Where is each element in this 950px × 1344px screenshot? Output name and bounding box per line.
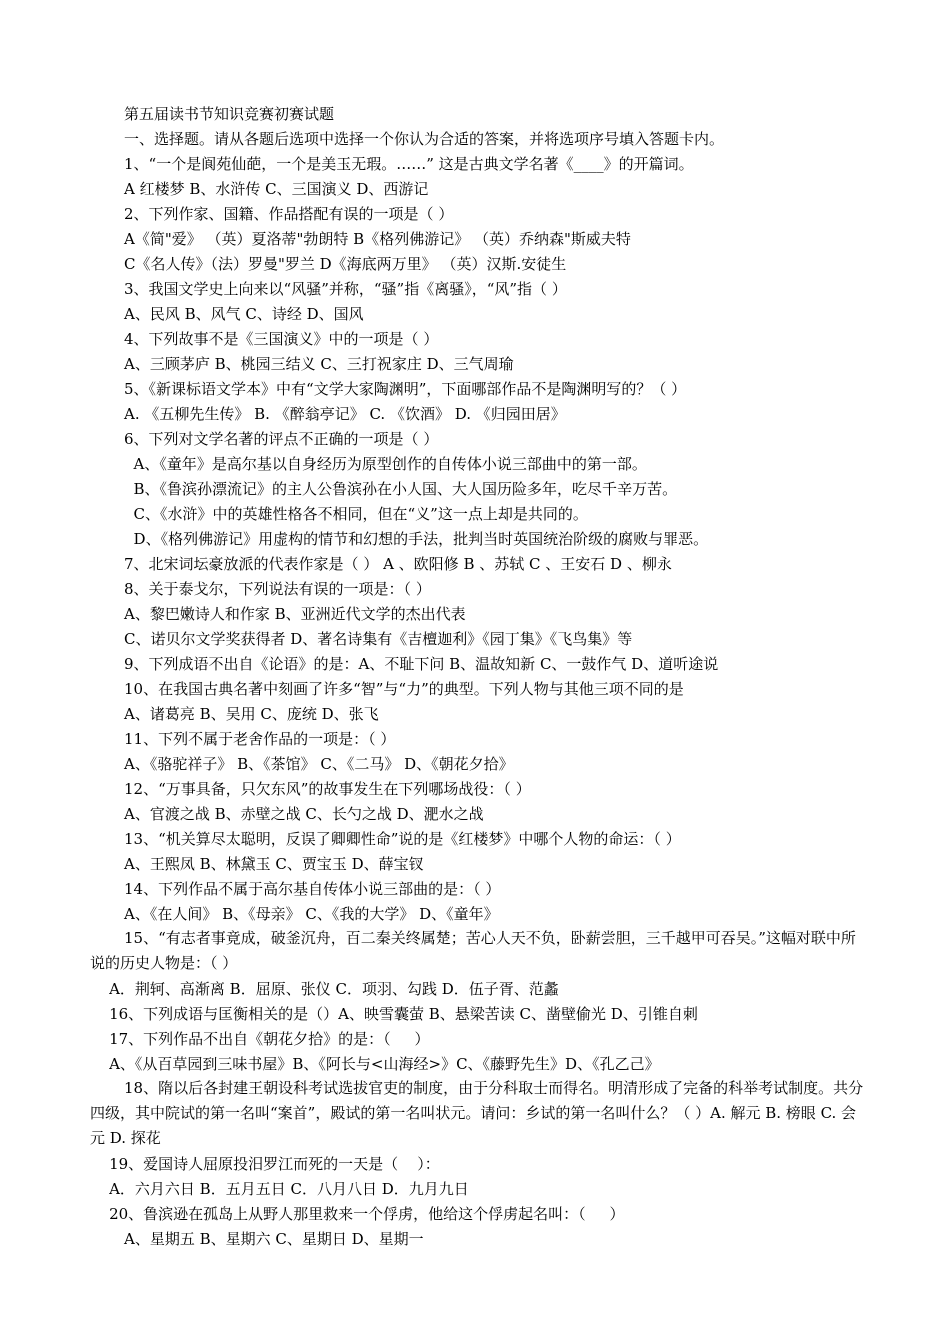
question-13: 13、“机关算尽太聪明，反误了卿卿性命”说的是《红楼梦》中哪个人物的命运：（ ） xyxy=(124,830,681,848)
question-6-option-c: C、《水浒》中的英雄性格各不相同，但在“义”这一点上却是共同的。 xyxy=(124,505,588,523)
question-20: 20、鲁滨逊在孤岛上从野人那里救来一个俘虏，他给这个俘虏起名叫：（ ） xyxy=(90,1205,625,1223)
question-10: 10、在我国古典名著中刻画了许多“智”与“力”的典型。下列人物与其他三项不同的是 xyxy=(124,680,684,698)
question-2-options-cd: C《名人传》（法）罗曼"罗兰 D《海底两万里》 （英）汉斯.安徒生 xyxy=(124,255,567,273)
question-6-option-b: B、《鲁滨孙漂流记》的主人公鲁滨孙在小人国、大人国历险多年，吃尽千辛万苦。 xyxy=(124,480,678,498)
question-1: 1、“一个是阆苑仙葩，一个是美玉无瑕。……” 这是古典文学名著《____》的开篇词。 xyxy=(124,155,694,173)
question-5: 5、《新课标语文学本》中有“文学大家陶渊明”，下面哪部作品不是陶渊明写的？（ ） xyxy=(124,380,687,398)
question-14-options: A、《在人间》 B、《母亲》 C、《我的大学》 D、《童年》 xyxy=(124,905,499,923)
question-17-options: A、《从百草园到三味书屋》B、《阿长与<山海经>》C、《藤野先生》D、《孔乙己》 xyxy=(90,1055,660,1073)
question-3: 3、我国文学史上向来以“风骚”并称，“骚”指《离骚》，“风”指（ ） xyxy=(124,280,567,298)
question-9: 9、下列成语不出自《论语》的是：A、不耻下问 B、温故知新 C、一鼓作气 D、道听途说 xyxy=(124,655,719,673)
question-2: 2、下列作家、国籍、作品搭配有误的一项是（ ） xyxy=(124,205,454,223)
question-12: 12、“万事具备，只欠东风”的故事发生在下列哪场战役：（ ） xyxy=(124,780,531,798)
question-1-options: A 红楼梦 B、水浒传 C、三国演义 D、西游记 xyxy=(124,180,429,198)
question-11-options: A、《骆驼祥子》 B、《茶馆》 C、《二马》 D、《朝花夕拾》 xyxy=(124,755,514,773)
document-title: 第五届读书节知识竞赛初赛试题 xyxy=(124,105,335,123)
question-6-option-a: A、《童年》是高尔基以自身经历为原型创作的自传体小说三部曲中的第一部。 xyxy=(124,455,647,473)
question-16: 16、下列成语与匡衡相关的是（）A、映雪囊萤 B、悬梁苦读 C、凿壁偷光 D、引锥自刺 xyxy=(90,1005,698,1023)
question-3-options: A、民风 B、风气 C、诗经 D、国风 xyxy=(124,305,364,323)
question-5-options: A. 《五柳先生传》 B. 《醉翁亭记》 C. 《饮酒》 D. 《归园田居》 xyxy=(124,405,566,423)
question-4-options: A、三顾茅庐 B、桃园三结义 C、三打祝家庄 D、三气周瑜 xyxy=(124,355,514,373)
question-17: 17、下列作品不出自《朝花夕拾》的是：（ ） xyxy=(90,1030,430,1048)
question-7: 7、北宋词坛豪放派的代表作家是（ ） A 、欧阳修 B 、苏轼 C 、王安石 D 、柳永 xyxy=(124,555,672,573)
question-8: 8、关于泰戈尔，下列说法有误的一项是：（ ） xyxy=(124,580,431,598)
question-18: 18、隋以后各封建王朝设科考试选拔官吏的制度，由于分科取士而得名。明清形成了完备的科举考试制度。共分四级，其中院试的第一名叫“案首”，殿试的第一名叫状元。请问：乡试的第一名叫什么？（ ）A. 解元 B. 榜眼 C. 会元 D. 探花 xyxy=(90,1079,864,1147)
question-8-options-cd: C、诺贝尔文学奖获得者 D、著名诗集有《吉檀迦利》《园丁集》《飞鸟集》等 xyxy=(124,630,633,648)
question-14: 14、下列作品不属于高尔基自传体小说三部曲的是：（ ） xyxy=(124,880,501,898)
question-12-options: A、官渡之战 B、赤壁之战 C、长勺之战 D、淝水之战 xyxy=(124,805,484,823)
question-11: 11、下列不属于老舍作品的一项是：（ ） xyxy=(124,730,396,748)
question-19-options: A．六月六日 B．五月五日 C．八月八日 D．九月九日 xyxy=(90,1180,469,1198)
question-13-options: A、王熙凤 B、林黛玉 C、贾宝玉 D、薛宝钗 xyxy=(124,855,424,873)
question-15: 15、“有志者事竟成，破釜沉舟，百二秦关终属楚；苦心人天不负，卧薪尝胆，三千越甲可吞吴。”这幅对联中所说的历史人物是：（ ） xyxy=(90,929,856,972)
section-heading: 一、选择题。请从各题后选项中选择一个你认为合适的答案，并将选项序号填入答题卡内。 xyxy=(124,130,725,148)
question-6-option-d: D、《格列佛游记》用虚构的情节和幻想的手法，批判当时英国统治阶级的腐败与罪恶。 xyxy=(124,530,709,548)
question-19: 19、爱国诗人屈原投汨罗江而死的一天是（ ）： xyxy=(90,1155,440,1173)
question-10-options: A、诸葛亮 B、吴用 C、庞统 D、张飞 xyxy=(124,705,379,723)
question-8-options-ab: A、黎巴嫩诗人和作家 B、亚洲近代文学的杰出代表 xyxy=(124,605,466,623)
question-15-options: A．荆轲、高渐离 B．屈原、张仪 C．项羽、勾践 D．伍子胥、范蠡 xyxy=(90,980,559,998)
question-6: 6、下列对文学名著的评点不正确的一项是（ ） xyxy=(124,430,439,448)
question-4: 4、下列故事不是《三国演义》中的一项是（ ） xyxy=(124,330,439,348)
question-20-options: A、星期五 B、星期六 C、星期日 D、星期一 xyxy=(124,1230,424,1248)
question-2-options-ab: A《简"爱》 （英）夏洛蒂"勃朗特 B《格列佛游记》 （英）乔纳森"斯威夫特 xyxy=(124,230,631,248)
